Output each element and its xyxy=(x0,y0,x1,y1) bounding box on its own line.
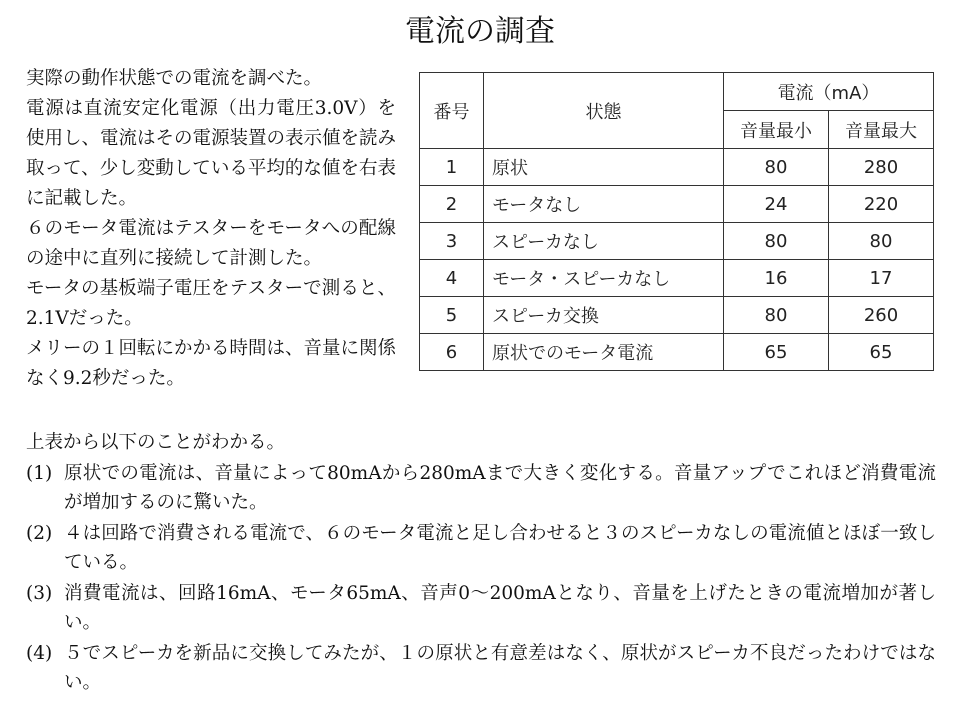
cell-min: 80 xyxy=(724,297,829,334)
cell-min: 80 xyxy=(724,149,829,186)
cell-state: 原状 xyxy=(484,149,724,186)
header-current-group: 電流（mA） xyxy=(724,73,934,111)
finding-number: (4) xyxy=(26,643,53,664)
cell-state: モータなし xyxy=(484,186,724,223)
table-row xyxy=(420,149,934,186)
cell-max: 80 xyxy=(829,223,934,260)
finding-number: (2) xyxy=(26,523,53,544)
header-volume-min: 音量最小 xyxy=(724,111,829,149)
cell-no: 2 xyxy=(420,186,484,223)
header-no: 番号 xyxy=(420,73,484,149)
intro-paragraph: 電源は直流安定化電源（出力電圧3.0V）を使用し、電流はその電源装置の表示値を読み取って、少し変動している平均的な値を右表に記載した。 xyxy=(26,98,397,209)
cell-state: スピーカ交換 xyxy=(484,297,724,334)
cell-max: 280 xyxy=(829,149,934,186)
finding-text: ４は回路で消費される電流で、６のモータ電流と足し合わせると３のスピーカなしの電流値とほぼ一致している。 xyxy=(64,523,936,573)
cell-state: スピーカなし xyxy=(484,223,724,260)
cell-min: 16 xyxy=(724,260,829,297)
cell-no: 1 xyxy=(420,149,484,186)
intro-text xyxy=(26,64,396,394)
cell-max: 220 xyxy=(829,186,934,223)
finding-item xyxy=(26,639,936,697)
cell-no: 6 xyxy=(420,334,484,371)
cell-max: 17 xyxy=(829,260,934,297)
finding-number: (1) xyxy=(26,463,53,484)
intro-paragraph: モータの基板端子電圧をテスターで測ると、2.1Vだった。 xyxy=(26,278,396,329)
current-table xyxy=(419,72,934,371)
intro-paragraph: 実際の動作状態での電流を調べた。 xyxy=(26,68,323,89)
cell-max: 260 xyxy=(829,297,934,334)
finding-text: 原状での電流は、音量によって80mAから280mAまで大きく変化する。音量アップでこれほど消費電流が増加するのに驚いた。 xyxy=(64,463,936,513)
finding-number: (3) xyxy=(26,583,53,604)
cell-min: 80 xyxy=(724,223,829,260)
finding-item xyxy=(26,579,936,637)
cell-min: 65 xyxy=(724,334,829,371)
cell-min: 24 xyxy=(724,186,829,223)
page-title: 電流の調査 xyxy=(405,14,555,49)
cell-no: 3 xyxy=(420,223,484,260)
cell-no: 4 xyxy=(420,260,484,297)
table-row xyxy=(420,297,934,334)
cell-state: 原状でのモータ電流 xyxy=(484,334,724,371)
cell-state: モータ・スピーカなし xyxy=(484,260,724,297)
cell-max: 65 xyxy=(829,334,934,371)
intro-paragraph: メリーの１回転にかかる時間は、音量に関係なく9.2秒だった。 xyxy=(26,338,397,389)
finding-text: 消費電流は、回路16mA、モータ65mA、音声0～200mAとなり、音量を上げたときの電流増加が著しい。 xyxy=(64,583,936,633)
table-row xyxy=(420,260,934,297)
intro-paragraph: ６のモータ電流はテスターをモータへの配線の途中に直列に接続して計測した。 xyxy=(26,218,396,269)
finding-item xyxy=(26,459,936,517)
finding-item xyxy=(26,519,936,577)
cell-no: 5 xyxy=(420,297,484,334)
finding-text: ５でスピーカを新品に交換してみたが、１の原状と有意差はなく、原状がスピーカ不良だったわけではない。 xyxy=(64,643,936,693)
table-row xyxy=(420,223,934,260)
table-row xyxy=(420,186,934,223)
header-volume-max: 音量最大 xyxy=(829,111,934,149)
table-row xyxy=(420,334,934,371)
findings-lead: 上表から以下のことがわかる。 xyxy=(26,432,286,453)
findings-section xyxy=(26,428,936,699)
header-state: 状態 xyxy=(484,73,724,149)
table-header-row xyxy=(420,73,934,111)
